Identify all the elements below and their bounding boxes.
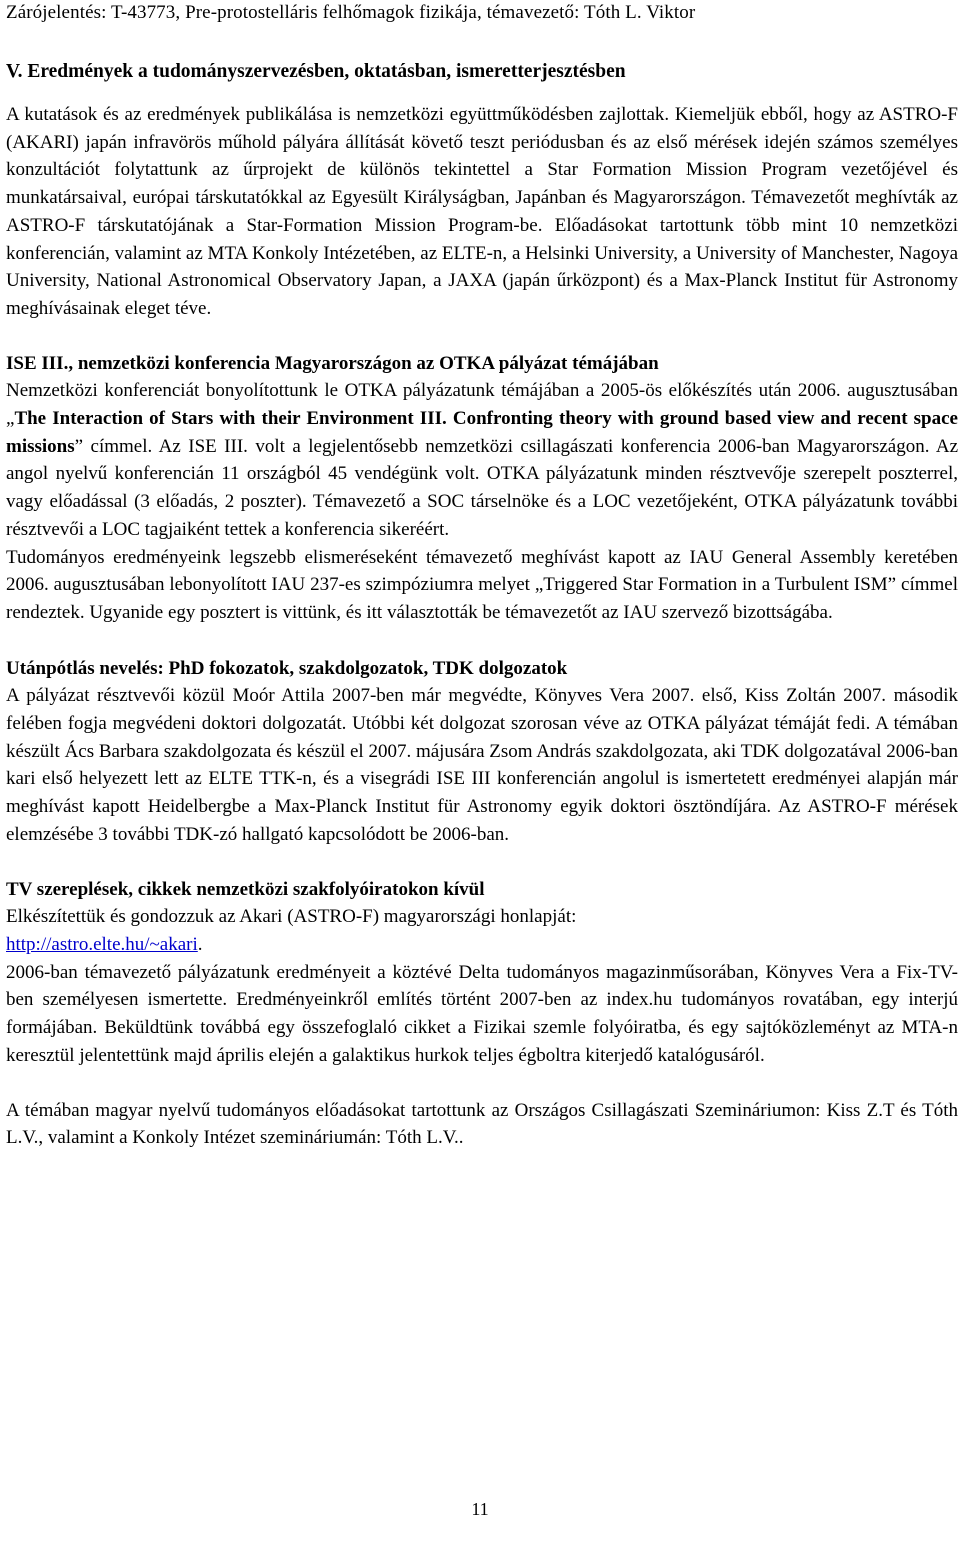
ise-heading (6, 350, 958, 378)
tv-heading: TV szereplések, cikkek nemzetközi szakfolyóiratokon kívül (6, 878, 485, 900)
page-number: 11 (471, 1499, 489, 1519)
tv-paragraph-2: 2006-ban témavezető pályázatunk eredményeit a köztévé Delta tudományos magazinműsorában, Könyves Vera a Fix-TV-ben személyesen ismertette. Eredményeinkről említés történt 2007-ben az index.hu tudományos rovatában, egy interjú formájában. Beküldtünk továbbá egy összefoglaló cikket a Fizikai szemle folyóiratba, és egy sajtóközleményt az MTA-n keresztül jelentettünk majd április elején a galaktikus hurkok teljes égboltra kiterjedő katalógusáról. (6, 961, 958, 1066)
akari-homepage-link[interactable]: http://astro.elte.hu/~akari (6, 933, 198, 955)
document-page (6, 0, 958, 1152)
tv-paragraph-1: Elkészítettük és gondozzuk az Akari (ASTRO-F) magyarországi honlapját: (6, 906, 577, 928)
ise-section (6, 350, 958, 627)
ise-p1-before: Nemzetközi konferenciát bonyolítottunk le OTKA pályázatunk témájában a 2005-ös előkészítés után 2006. augusztusában „ (6, 380, 958, 430)
ise-heading-label: ISE III. (6, 352, 69, 374)
ise-conference-title: The Interaction of Stars with their Environment III. Confronting theory with ground based view and recent space missions (6, 408, 958, 457)
section-title: V. Eredmények a tudományszervezésben, oktatásban, ismeretterjesztésben (6, 61, 626, 82)
tv-section (6, 876, 958, 1070)
phd-paragraph: A pályázat résztvevői közül Moór Attila 2007-ben már megvédte, Könyves Vera 2007. első, Kiss Zoltán 2007. második felében fogja megvédeni doktori dolgozatát. Utóbbi két dolgozat szorosan véve az OTKA pályázat témáját fedi. A témában készült Ács Barbara szakdolgozata és készül el 2007. májusára Zsom András szakdolgozata, aki TDK dolgozatával 2006-ban kari első helyezett lett az ELTE TTK-n, és a visegrádi ISE III konferencián angolul is ismertetett eredményei alapján már meghívást kapott Heidelbergbe a Max-Planck Institut für Astronomy egyik doktori ösztöndíjára. Az ASTRO-F mérések elemzésébe 3 további TDK-zó hallgató kapcsolódott be 2006-ban. (6, 685, 958, 845)
ise-heading-rest: , nemzetközi konferencia Magyarországon az OTKA pályázat témájában (68, 352, 659, 374)
ise-p1-after: ” címmel. Az ISE III. volt a legjelentősebb nemzetközi csillagászati konferencia 2006-ban Magyarországon. Az angol nyelvű konferencián 11 országból 45 vendégünk volt. OTKA pályázatunk minden résztvevője szerepelt poszterrel, vagy előadással (3 előadás, 2 poszter). Témavezető a SOC társelnöke és a LOC vezetőjeként, OTKA pályázatunk további résztvevői a LOC tagjaiként tettek a konferencia sikeréért. (6, 435, 958, 540)
phd-section (6, 655, 958, 849)
closing-paragraph: A témában magyar nyelvű tudományos előadásokat tartottunk az Országos Csillagászati Szemináriumon: Kiss Z.T és Tóth L.V., valamint a Konkoly Intézet szemináriumán: Tóth L.V.. (6, 1099, 958, 1149)
phd-heading: Utánpótlás nevelés: PhD fokozatok, szakdolgozatok, TDK dolgozatok (6, 657, 568, 679)
ise-paragraph-2: Tudományos eredményeink legszebb elismeréseként témavezető meghívást kapott az IAU General Assembly keretében 2006. augusztusában lebonyolított IAU 237-es szimpóziumra melyet „Triggered Star Formation in a Turbulent ISM” címmel rendeztek. Ugyanide egy posztert is vittünk, és itt választották be témavezetőt az IAU szervező bizottságába. (6, 546, 958, 623)
tv-link-line (6, 931, 958, 959)
link-suffix: . (197, 933, 203, 955)
ise-paragraph-1 (6, 377, 958, 543)
running-header: Zárójelentés: T-43773, Pre-protostelláris felhőmagok fizikája, témavezető: Tóth L. Viktor (6, 2, 696, 23)
intro-paragraph: A kutatások és az eredmények publikálása is nemzetközi együttműködésben zajlottak. Kiemeljük ebből, hogy az ASTRO-F (AKARI) japán infravörös műhold pályára állítását követő teszt periódusban és az első mérések idején számos személyes konzultációt folytattunk az űrprojekt de különös tekintettel a Star Formation Mission Program vezetőjével és munkatársaival, európai társkutatókkal az Egyesült Királyságban, Japánban és Magyarországon. Témavezetőt meghívták az ASTRO-F társkutatójának a Star-Formation Mission Program-be. Előadásokat tartottunk több mint 10 nemzetközi konferencián, valamint az MTA Konkoly Intézetében, az ELTE-n, a Helsinki University, a University of Manchester, Nagoya University, National Astronomical Observatory Japan, a JAXA (japán űrközpont) és a Max-Planck Institut für Astronomy meghívásainak eleget téve. (6, 104, 958, 319)
